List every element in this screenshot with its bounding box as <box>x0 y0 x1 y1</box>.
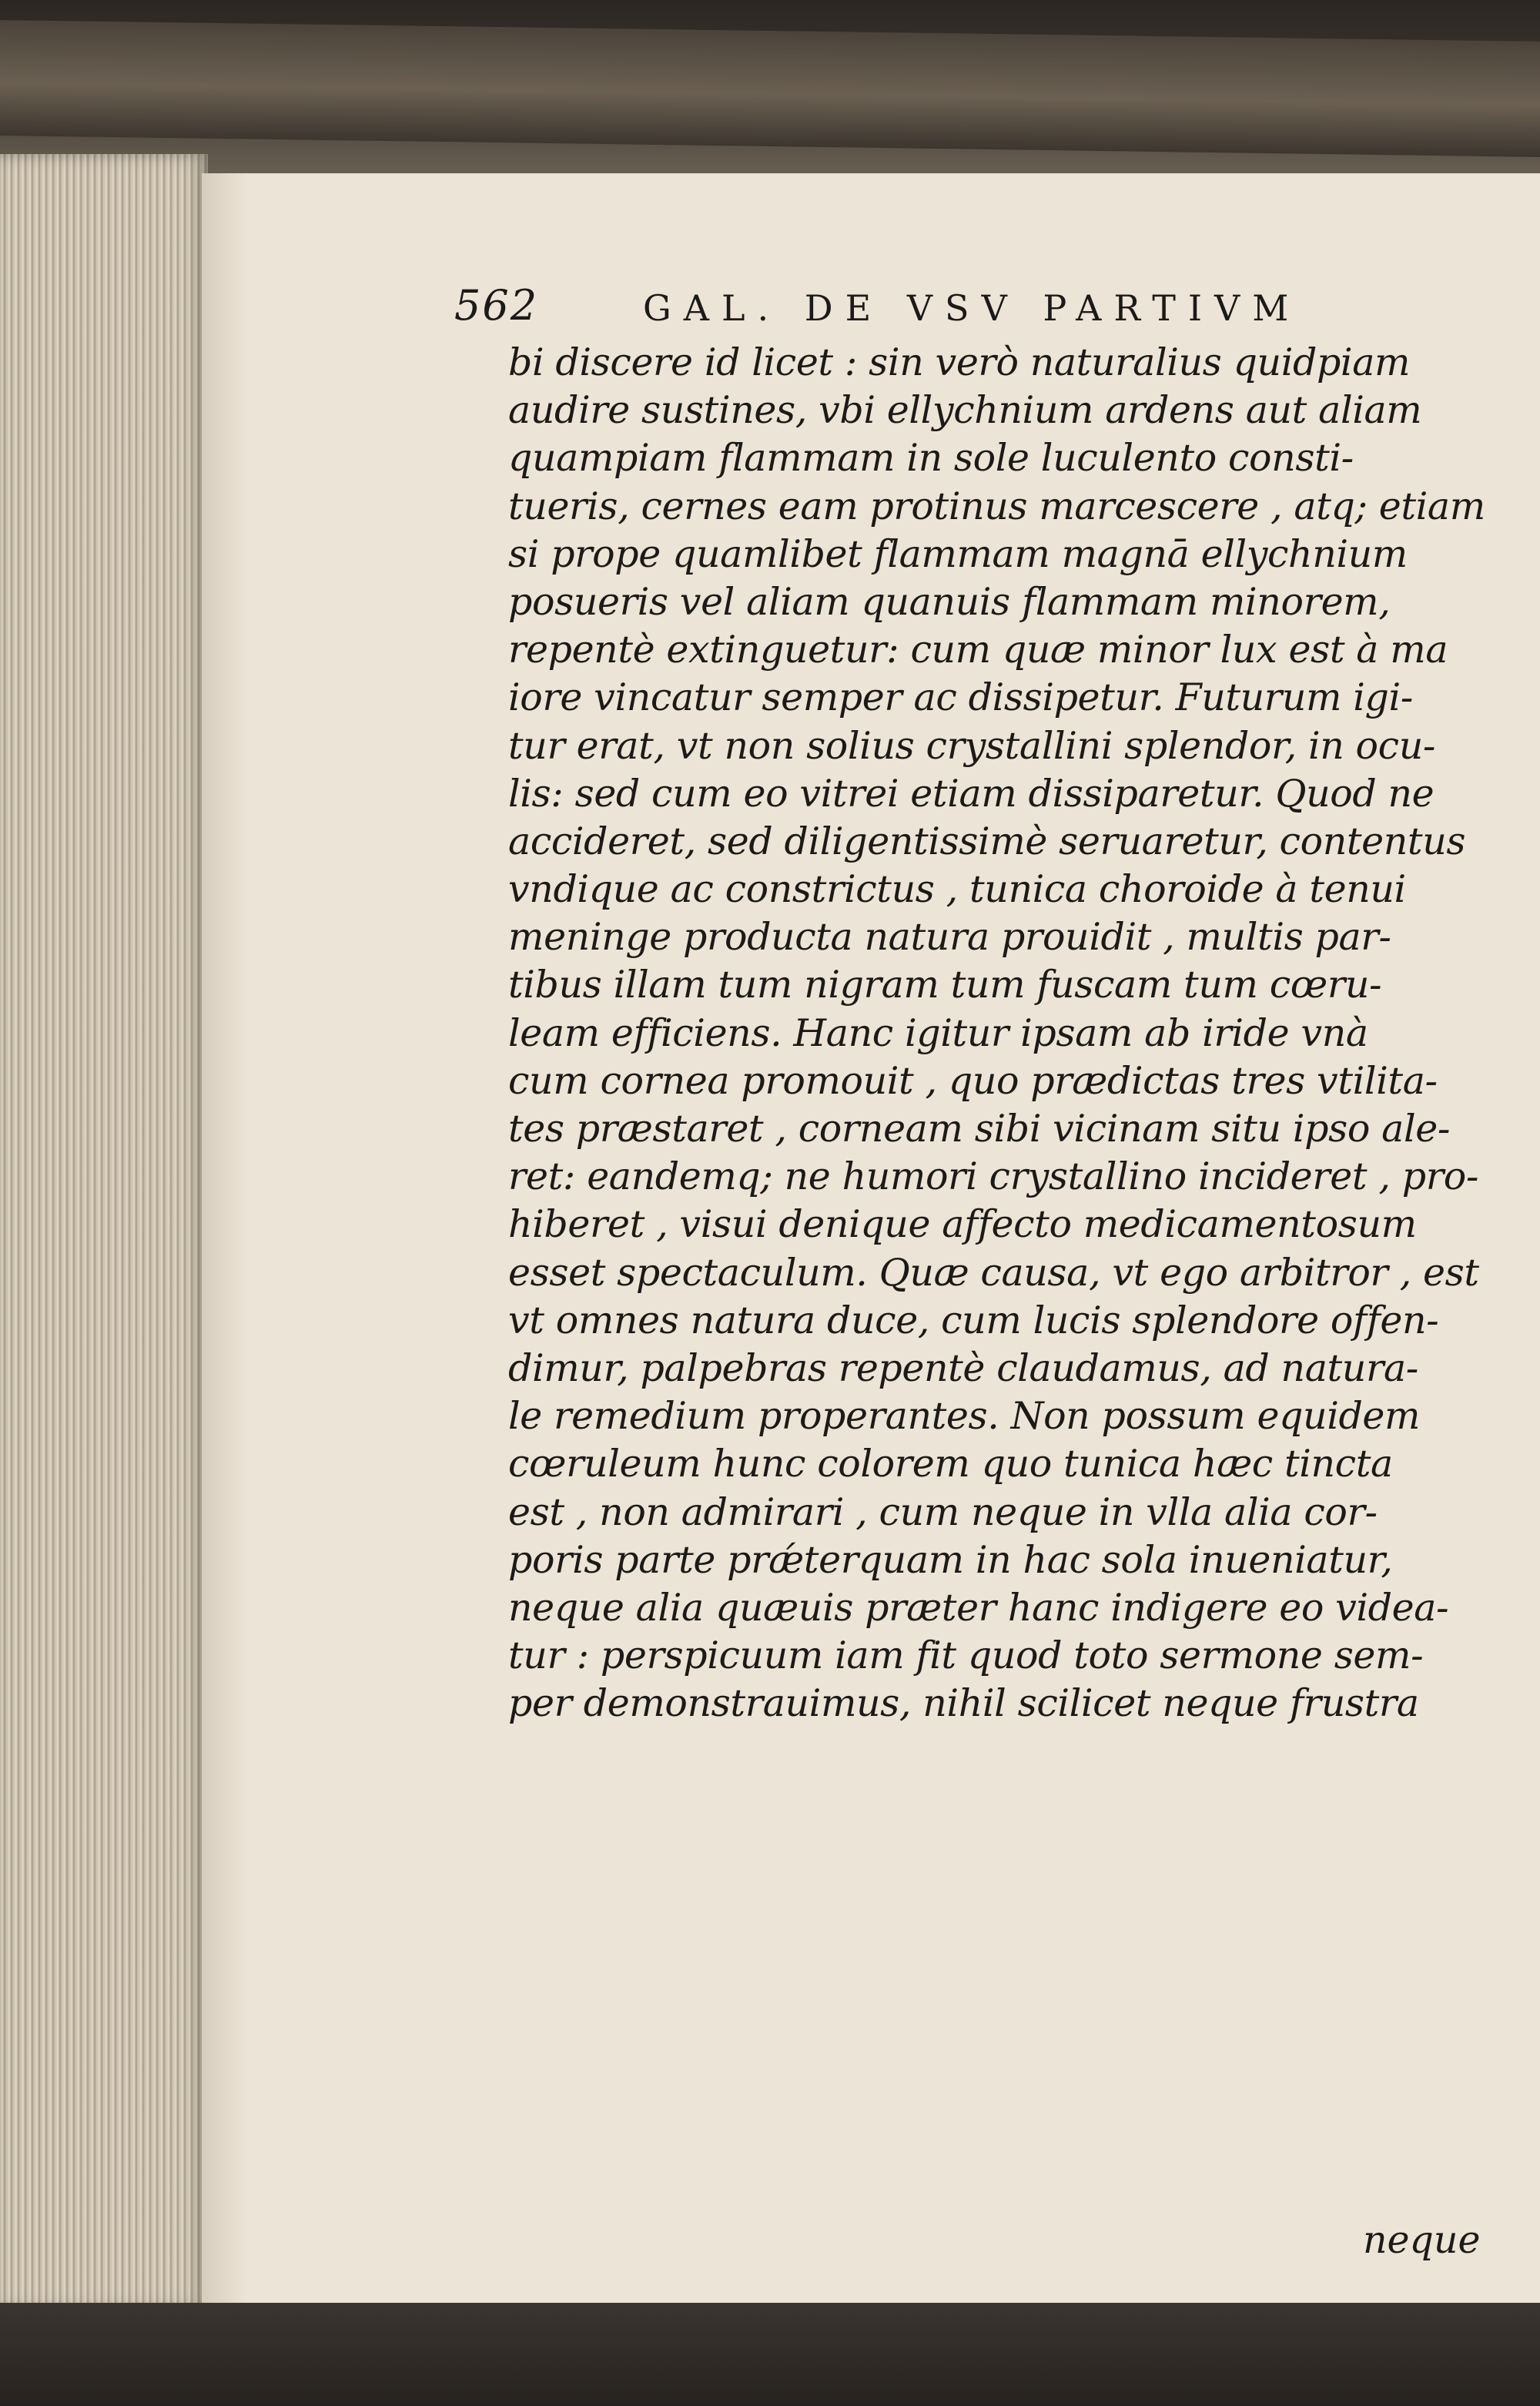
text-line: cœruleum hunc colorem quo tunica hæc tincta <box>508 1442 1393 1486</box>
text-line: posueris vel aliam quanuis flammam minorem, <box>508 579 1391 624</box>
text-line: tur : perspicuum iam fit quod toto sermone sem- <box>508 1634 1424 1678</box>
body-text <box>508 339 1525 1727</box>
scan-background-bottom <box>0 2303 1540 2406</box>
text-line: per demonstrauimus, nihil scilicet neque frustra <box>508 1681 1419 1726</box>
text-line: bi discere id licet : sin verò naturalius quidpiam <box>508 340 1411 384</box>
text-line: quampiam flammam in sole luculento consti- <box>508 436 1354 481</box>
text-line: iore vincatur semper ac dissipetur. Futurum igi- <box>508 675 1413 720</box>
text-line: poris parte prǽterquam in hac sola inueniatur, <box>508 1537 1393 1582</box>
text-line: si prope quamlibet flammam magnā ellychnium <box>508 531 1408 576</box>
text-line: repentè extinguetur: cum quæ minor lux est à ma <box>508 628 1448 672</box>
text-line: audire sustines, vbi ellychnium ardens aut aliam <box>508 388 1422 433</box>
text-line: lis: sed cum eo vitrei etiam dissiparetur. Quod ne <box>508 771 1435 816</box>
text-line: tueris, cernes eam protinus marcescere , atq; etiam <box>508 484 1485 528</box>
text-line: tes præstaret , corneam sibi vicinam situ ipso ale- <box>508 1107 1450 1151</box>
text-line: neque alia quæuis præter hanc indigere eo videa- <box>508 1585 1449 1630</box>
text-line: meninge producta natura prouidit , multis par- <box>508 915 1391 960</box>
running-head: GAL. DE VSV PARTIVM <box>643 287 1301 329</box>
text-line: est , non admirari , cum neque in vlla alia cor- <box>508 1490 1378 1534</box>
catchword: neque <box>1363 2218 1481 2262</box>
text-line: leam efficiens. Hanc igitur ipsam ab iride vnà <box>508 1010 1368 1055</box>
text-line: dimur, palpebras repentè claudamus, ad natura- <box>508 1345 1418 1390</box>
text-line: accideret, sed diligentissimè seruaretur, contentus <box>508 819 1466 863</box>
text-line: tur erat, vt non solius crystallini splendor, in ocu- <box>508 723 1436 768</box>
page-header <box>454 281 1532 335</box>
page-edges <box>0 154 208 2310</box>
text-line: hiberet , visui denique affecto medicamentosum <box>508 1202 1417 1247</box>
text-line: cum cornea promouit , quo prædictas tres vtilita- <box>508 1058 1438 1103</box>
text-line: le remedium properantes. Non possum equidem <box>508 1394 1421 1439</box>
text-line: tibus illam tum nigram tum fuscam tum cœru- <box>508 963 1382 1007</box>
text-line: vndique ac constrictus , tunica choroide à tenui <box>508 867 1406 912</box>
text-line: vt omnes natura duce, cum lucis splendore offen- <box>508 1298 1439 1342</box>
text-line: ret: eandemq; ne humori crystallino incideret , pro- <box>508 1154 1478 1199</box>
text-line: esset spectaculum. Quæ causa, vt ego arbitror , est <box>508 1250 1479 1295</box>
book-cover-edge <box>0 20 1540 157</box>
page-number: 562 <box>454 281 539 330</box>
